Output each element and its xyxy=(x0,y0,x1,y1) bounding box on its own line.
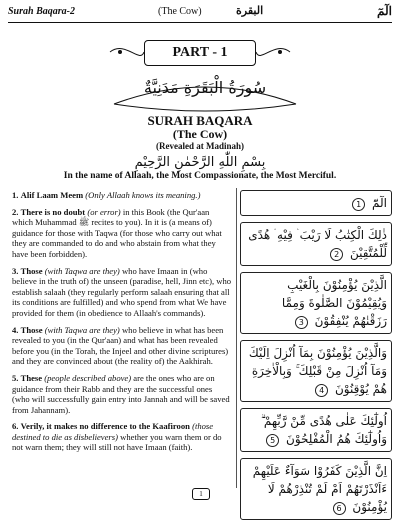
column-divider xyxy=(236,188,237,488)
arabic-verse-number: 3 xyxy=(295,316,308,329)
verse-translation xyxy=(12,190,232,201)
arabic-verse-number: 1 xyxy=(352,198,365,211)
arabic-verse-text: الٓمّٓ xyxy=(372,196,387,210)
page-header xyxy=(8,4,392,23)
arabic-verse-number: 2 xyxy=(330,248,343,261)
header-arabic-title: البقرة xyxy=(236,5,264,17)
verse-number: 2. xyxy=(12,206,19,217)
header-english-title: (The Cow) xyxy=(158,6,202,17)
verse-bold-text: Those xyxy=(20,324,43,335)
arabic-verse xyxy=(240,408,392,452)
header-surah-label: Surah Baqara-2 xyxy=(8,6,75,17)
arabic-column xyxy=(240,190,392,526)
verse-number: 1. xyxy=(12,190,19,200)
verse-bold-text: There is no doubt xyxy=(20,206,86,217)
arabic-verse xyxy=(240,272,392,334)
arabic-verse-text: اُولٰٓئِكَ عَلٰى هُدًى مِّنْ رَّبِّهِمْ ۗ وَاُولٰٓئِكَ هُمُ الْمُفْلِحُوْنَ xyxy=(260,414,387,446)
arabic-verse-text: الَّذِيْنَ يُؤْمِنُوْنَ بِالْغَيْبِ وَيُقِيْمُوْنَ الصَّلٰوةَ وَمِمَّا رَزَقْنٰهُمْ يُنْفِقُوْنَ xyxy=(281,278,387,328)
surah-title-block xyxy=(0,114,400,152)
verse-bold-text: Alif Laam Meem xyxy=(20,190,84,200)
verse-translation xyxy=(12,207,232,260)
verse-italic-text: (people described above) xyxy=(44,372,132,383)
surah-revelation-note: (Revealed at Madinah) xyxy=(156,141,244,151)
surah-subtitle: (The Cow) xyxy=(172,127,228,141)
arabic-verse xyxy=(240,340,392,402)
arabic-verse-number: 4 xyxy=(315,384,328,397)
part-ornament xyxy=(100,32,300,72)
surah-title: SURAH BAQARA xyxy=(147,113,253,128)
verse-rest-text: who believe in what has been revealed to you (in the Qur'aan) and what has been revealed before you (in the Torah, the Injeel and other divine scriptures) and they are convinced about (the reality of) the Aakhirah. xyxy=(12,324,229,367)
verse-number: 4. xyxy=(12,324,19,335)
verse-bold-text: Those xyxy=(20,265,43,276)
verse-italic-text: (with Taqwa are they) xyxy=(44,324,120,335)
verse-number: 5. xyxy=(12,372,19,383)
bismillah-arabic: بِسْمِ اللّٰهِ الرَّحْمٰنِ الرَّحِيْمِ xyxy=(134,155,266,170)
verse-italic-text: (with Taqwa are they) xyxy=(44,265,120,276)
verse-italic-text: (Only Allaah knows its meaning.) xyxy=(85,190,201,200)
arabic-verse-number: 6 xyxy=(333,502,346,515)
arabic-verse-text: وَالَّذِيْنَ يُؤْمِنُوْنَ بِمَآ اُنْزِلَ اِلَيْكَ وَمَآ اُنْزِلَ مِنْ قَبْلِكَ ۚ وَبِالْاٰخِرَةِ هُمْ يُوْقِنُوْنَ xyxy=(248,346,387,396)
verse-rest-text: who have Imaan in (who believe in the truth of) the unseen (paradise, hell, Jinn etc), who establish salaah (they regularly perform salaah ensuring that all its conditions are fulfilled) and who spend from what We have provided for them (in obedience to Allaah's commands). xyxy=(12,265,232,318)
verse-bold-text: These xyxy=(20,372,43,383)
verse-translation xyxy=(12,266,232,319)
verse-translation xyxy=(12,325,232,367)
arabic-verse-number: 5 xyxy=(266,434,279,447)
part-label: PART - 1 xyxy=(144,40,256,66)
verse-bold-text: Verily, it makes no difference to the Kaafiroon xyxy=(20,421,190,432)
arabic-verse-text: اِنَّ الَّذِيْنَ كَفَرُوْا سَوَآءٌ عَلَيْهِمْ ءَاَنْذَرْتَهُمْ اَمْ لَمْ تُنْذِرْهُمْ لَا يُؤْمِنُوْنَ xyxy=(252,464,387,514)
page-number: 1 xyxy=(192,488,210,500)
surah-calligraphy-banner xyxy=(110,74,300,114)
arabic-verse xyxy=(240,222,392,266)
verse-number: 6. xyxy=(12,421,19,432)
verse-translation xyxy=(12,373,232,415)
arabic-verse-text: ذٰلِكَ الْكِتٰبُ لَا رَيْبَ ۛ فِيْهِ ۛ هُدًى لِّلْمُتَّقِيْنَ xyxy=(248,228,387,260)
verse-rest-text: whether you warn them or do not warn them; they will still not have Imaan (faith). xyxy=(12,431,222,453)
verse-italic-text: (those destined to die as disbelievers) xyxy=(12,421,214,442)
arabic-verse xyxy=(240,190,392,216)
translation-column xyxy=(12,190,232,459)
banner-arabic-text: سُورَةُ الْبَقَرَةِ مَدَنِيَّةٌ xyxy=(143,78,267,97)
verse-italic-text: (or error) xyxy=(87,206,121,217)
verse-rest-text: in this Book (the Qur'aan which Muhammad ﷺ recites to you). In it is (a means of) guidance for those with Taqwa (for those who carry out what they are commanded to do and who abstain from what they have been forbidden). xyxy=(12,206,222,259)
arabic-verse xyxy=(240,458,392,520)
header-juz-label: الٓمٓ xyxy=(377,4,392,18)
verse-rest-text: are the ones who are on guidance from their Rabb and they are the successful ones (who will successfully gain entry into Jannah and will be saved from Jahannam). xyxy=(12,372,230,415)
verse-translation xyxy=(12,421,232,453)
verse-number: 3. xyxy=(12,265,19,276)
bismillah-translation: In the name of Allaah, the Most Compassionate, the Most Merciful. xyxy=(63,171,337,181)
